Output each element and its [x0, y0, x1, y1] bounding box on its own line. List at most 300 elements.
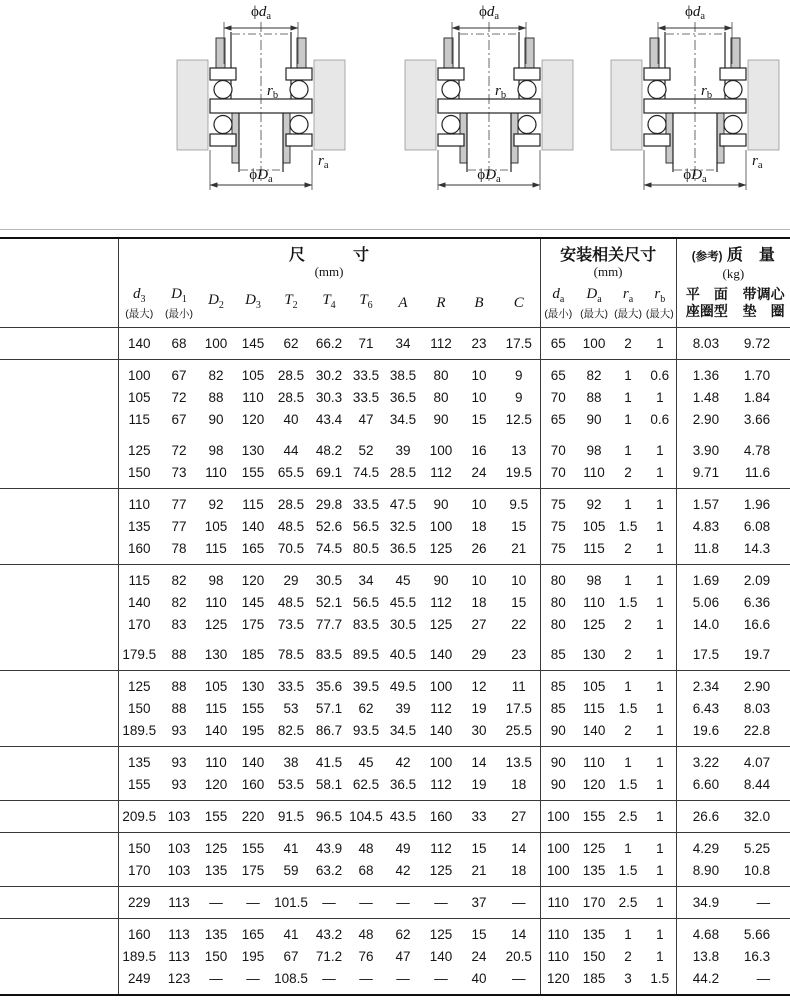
- value-cell: —: [434, 895, 448, 910]
- value-cell: 1: [644, 635, 676, 671]
- shaft-diameter-label: $\phi d_a$: [478, 4, 500, 22]
- table-row: [0, 387, 790, 409]
- value-cell: 4.68: [692, 927, 720, 942]
- value-cell: 125: [429, 616, 453, 632]
- value-cell: 73: [171, 464, 187, 480]
- value-cell: 29: [283, 572, 299, 588]
- value-cell: 3.90: [692, 442, 720, 458]
- designation-cell-blank: [0, 946, 118, 968]
- value-cell: 48: [358, 841, 374, 856]
- value-cell: 71: [358, 336, 374, 351]
- value-cell: 13.8: [692, 949, 720, 964]
- value-cell: 93: [171, 755, 187, 770]
- value-cell: 13.5: [498, 747, 540, 774]
- value-cell: 2: [624, 464, 632, 480]
- value-cell: 1: [644, 946, 676, 968]
- value-cell: 65: [550, 368, 566, 383]
- value-cell: 100: [127, 368, 151, 383]
- column-header: 带调心 垫 圈: [742, 286, 785, 319]
- value-cell: 52.1: [315, 594, 343, 610]
- value-cell: 140: [241, 755, 265, 770]
- column-header: $d_3$ (最大): [125, 286, 154, 320]
- column-header: $D_3$: [245, 292, 261, 311]
- row-group: [0, 328, 790, 360]
- designation-cell-blank: [0, 801, 118, 833]
- value-cell: 165: [241, 927, 265, 942]
- value-cell: 10: [471, 496, 487, 512]
- value-cell: 41: [283, 841, 299, 856]
- value-cell: —: [756, 895, 771, 910]
- table-row: [0, 488, 790, 515]
- value-cell: 8.03: [692, 336, 720, 351]
- value-cell: 98: [586, 442, 602, 458]
- rb-fillet-label: $r_b$: [267, 83, 279, 101]
- value-cell: 175: [241, 863, 265, 878]
- value-cell: 74.5: [315, 540, 343, 556]
- value-cell: 35.6: [315, 679, 343, 694]
- value-cell: 80: [550, 572, 566, 588]
- value-cell: 2: [624, 647, 632, 662]
- value-cell: 38: [283, 755, 299, 770]
- value-cell: 108.5: [274, 971, 308, 986]
- value-cell: 93.5: [352, 723, 380, 738]
- value-cell: 70: [550, 464, 566, 480]
- value-cell: 140: [127, 336, 151, 351]
- value-cell: 12: [471, 679, 487, 694]
- value-cell: 14: [471, 755, 487, 770]
- value-cell: 4.07: [743, 755, 771, 770]
- value-cell: 185: [241, 647, 265, 662]
- row-group: [0, 747, 790, 801]
- value-cell: 165: [241, 540, 265, 556]
- value-cell: 135: [582, 927, 606, 942]
- value-cell: 19: [471, 701, 487, 716]
- value-cell: 4.78: [743, 442, 771, 458]
- value-cell: 15: [498, 515, 540, 537]
- value-cell: 34.5: [389, 723, 417, 738]
- value-cell: 189.5: [122, 723, 157, 738]
- value-cell: 62: [395, 927, 411, 942]
- value-cell: 82: [171, 572, 187, 588]
- value-cell: 140: [429, 949, 453, 964]
- value-cell: 90: [433, 412, 449, 427]
- value-cell: 74.5: [352, 464, 380, 480]
- value-cell: 6.43: [692, 701, 720, 716]
- value-cell: 90: [433, 496, 449, 512]
- designation-cell-blank: [0, 698, 118, 720]
- value-cell: 125: [127, 679, 151, 694]
- mounting-group-header: [540, 238, 676, 283]
- value-cell: 80: [433, 390, 449, 405]
- table-row: [0, 919, 790, 946]
- value-cell: 86.7: [315, 723, 343, 738]
- table-row: [0, 698, 790, 720]
- table-row: [0, 591, 790, 613]
- column-header: $D_2$: [208, 292, 224, 311]
- value-cell: 90: [208, 412, 224, 427]
- value-cell: 36.5: [389, 777, 417, 792]
- value-cell: 135: [582, 863, 606, 878]
- value-cell: 78.5: [277, 647, 305, 662]
- value-cell: 14.3: [743, 540, 771, 556]
- value-cell: 45: [395, 572, 411, 588]
- value-cell: 24: [471, 464, 487, 480]
- bearing-cross-section-diagram: [400, 2, 578, 204]
- table-row: [0, 537, 790, 564]
- divider-rule: [0, 229, 790, 230]
- value-cell: 19.5: [498, 461, 540, 488]
- value-cell: 0.6: [644, 360, 676, 387]
- value-cell: 93: [171, 777, 187, 792]
- column-header: $D_a$ (最大): [580, 286, 609, 320]
- value-cell: 28.5: [277, 368, 305, 383]
- value-cell: 82: [586, 368, 602, 383]
- value-cell: 125: [429, 540, 453, 556]
- value-cell: 110: [205, 755, 227, 770]
- value-cell: 89.5: [352, 647, 380, 662]
- value-cell: 21: [471, 863, 487, 878]
- value-cell: 85: [550, 679, 566, 694]
- value-cell: 32.0: [743, 809, 771, 824]
- housing-diameter-label: $\phi D_a$: [683, 167, 707, 185]
- value-cell: 105: [204, 518, 228, 534]
- value-cell: 2: [624, 949, 632, 964]
- value-cell: 1: [624, 368, 632, 383]
- value-cell: 77: [171, 496, 187, 512]
- value-cell: 59: [283, 863, 299, 878]
- value-cell: 100: [429, 679, 453, 694]
- value-cell: 13: [498, 431, 540, 462]
- value-cell: 2.5: [618, 895, 638, 910]
- table-row: [0, 801, 790, 833]
- value-cell: 1: [644, 801, 676, 833]
- value-cell: 113: [168, 949, 190, 964]
- bearing-cross-section-diagram: [172, 2, 350, 204]
- value-cell: 100: [429, 755, 453, 770]
- shaft-diameter-label: $\phi d_a$: [250, 4, 272, 22]
- value-cell: 150: [204, 949, 228, 964]
- value-cell: 6.60: [692, 777, 720, 792]
- value-cell: 125: [429, 927, 453, 942]
- value-cell: 27: [471, 616, 487, 632]
- value-cell: 110: [547, 927, 570, 942]
- table-row: [0, 613, 790, 635]
- table-row: [0, 774, 790, 801]
- value-cell: —: [498, 887, 540, 919]
- value-cell: 110: [547, 949, 570, 964]
- designation-cell-blank: [0, 515, 118, 537]
- value-cell: 26.6: [692, 809, 720, 824]
- value-cell: 3.22: [692, 755, 720, 770]
- value-cell: 155: [582, 809, 606, 824]
- value-cell: 1: [624, 442, 632, 458]
- value-cell: 2: [624, 723, 632, 738]
- row-group: [0, 360, 790, 489]
- value-cell: 160: [127, 927, 151, 942]
- value-cell: 1: [644, 328, 676, 360]
- value-cell: 10: [471, 368, 487, 383]
- value-cell: 88: [171, 701, 187, 716]
- value-cell: 49.5: [389, 679, 417, 694]
- value-cell: 1.48: [692, 390, 720, 405]
- value-cell: 112: [430, 336, 452, 351]
- value-cell: 48: [358, 927, 374, 942]
- value-cell: 70: [550, 390, 566, 405]
- table-row: [0, 946, 790, 968]
- value-cell: 1: [624, 572, 632, 588]
- value-cell: 25.5: [498, 720, 540, 747]
- value-cell: 53: [283, 701, 299, 716]
- value-cell: 70: [550, 442, 566, 458]
- value-cell: 82: [208, 368, 224, 383]
- value-cell: 1.84: [743, 390, 771, 405]
- value-cell: 68: [358, 863, 374, 878]
- value-cell: 48.2: [315, 442, 343, 458]
- mounting-group-unit: (mm): [593, 264, 623, 279]
- value-cell: 15: [498, 591, 540, 613]
- value-cell: 125: [127, 442, 151, 458]
- designation-cell-blank: [0, 635, 118, 671]
- designation-cell-blank: [0, 860, 118, 887]
- value-cell: 71.2: [315, 949, 343, 964]
- value-cell: 40.5: [389, 647, 417, 662]
- value-cell: 18: [498, 774, 540, 801]
- housing-diameter-label: $\phi D_a$: [477, 167, 501, 185]
- value-cell: 32.5: [389, 518, 417, 534]
- value-cell: —: [359, 895, 373, 910]
- column-header: $r_b$ (最大): [644, 283, 676, 328]
- value-cell: 1.5: [618, 594, 638, 610]
- table-row: [0, 461, 790, 488]
- value-cell: 16.6: [743, 616, 771, 632]
- value-cell: 23: [498, 635, 540, 671]
- column-header: A: [398, 295, 408, 311]
- value-cell: 70.5: [277, 540, 305, 556]
- value-cell: 27: [498, 801, 540, 833]
- value-cell: 83: [171, 616, 187, 632]
- value-cell: 12.5: [498, 409, 540, 431]
- value-cell: 15: [471, 412, 487, 427]
- value-cell: 17.5: [498, 328, 540, 360]
- value-cell: 72: [171, 390, 187, 405]
- value-cell: 28.5: [277, 390, 305, 405]
- designation-cell-blank: [0, 409, 118, 431]
- value-cell: 140: [204, 723, 228, 738]
- column-header: C: [498, 283, 540, 328]
- value-cell: 179.5: [122, 647, 157, 662]
- value-cell: 100: [429, 442, 453, 458]
- value-cell: 100: [429, 518, 453, 534]
- designation-cell-blank: [0, 564, 118, 591]
- designation-column-blank: [0, 238, 118, 328]
- row-group: [0, 488, 790, 564]
- value-cell: 145: [241, 336, 265, 351]
- table-row: [0, 747, 790, 774]
- column-header: B: [474, 295, 484, 311]
- value-cell: 34.9: [692, 895, 720, 910]
- value-cell: 2.09: [743, 572, 771, 588]
- value-cell: 110: [583, 464, 605, 480]
- value-cell: 1: [644, 833, 676, 860]
- value-cell: 16.3: [743, 949, 771, 964]
- designation-cell-blank: [0, 328, 118, 360]
- table-row: [0, 833, 790, 860]
- value-cell: 43.9: [315, 841, 343, 856]
- mass-group-header: [676, 238, 790, 283]
- value-cell: 1: [644, 461, 676, 488]
- value-cell: 83.5: [352, 616, 380, 632]
- value-cell: 10: [471, 572, 487, 588]
- value-cell: 110: [128, 496, 151, 512]
- value-cell: 1: [644, 774, 676, 801]
- value-cell: 62: [283, 336, 299, 351]
- value-cell: 1: [624, 927, 632, 942]
- value-cell: —: [498, 968, 540, 996]
- value-cell: 47.5: [389, 496, 417, 512]
- value-cell: 103: [167, 809, 191, 824]
- value-cell: 48.5: [277, 518, 305, 534]
- value-cell: 33.5: [352, 390, 380, 405]
- dimensions-group-header: [118, 238, 540, 283]
- value-cell: 83.5: [315, 647, 343, 662]
- value-cell: 63.2: [315, 863, 343, 878]
- rb-fillet-label: $r_b$: [495, 83, 507, 101]
- column-header: 平 面 座圈型: [685, 286, 728, 319]
- dimensions-group-title: 尺 寸: [289, 247, 370, 264]
- value-cell: 1: [644, 564, 676, 591]
- value-cell: 67: [171, 368, 187, 383]
- value-cell: 110: [547, 895, 570, 910]
- value-cell: 209.5: [122, 809, 157, 824]
- value-cell: 112: [430, 777, 452, 792]
- value-cell: 80: [433, 368, 449, 383]
- value-cell: 1: [644, 887, 676, 919]
- value-cell: —: [396, 895, 410, 910]
- value-cell: 125: [204, 616, 228, 632]
- value-cell: 75: [550, 518, 566, 534]
- value-cell: 1: [644, 515, 676, 537]
- value-cell: 11.6: [744, 464, 771, 480]
- designation-cell-blank: [0, 537, 118, 564]
- value-cell: 40: [471, 971, 487, 986]
- value-cell: 220: [241, 809, 265, 824]
- value-cell: 92: [208, 496, 224, 512]
- value-cell: 30: [471, 723, 487, 738]
- value-cell: 75: [550, 496, 566, 512]
- value-cell: 90: [550, 755, 566, 770]
- value-cell: 2.90: [743, 679, 771, 694]
- value-cell: 67: [283, 949, 299, 964]
- value-cell: 160: [241, 777, 265, 792]
- value-cell: 130: [582, 647, 606, 662]
- value-cell: 30.3: [315, 390, 343, 405]
- value-cell: 1.70: [743, 368, 771, 383]
- value-cell: 17.5: [498, 698, 540, 720]
- value-cell: 140: [429, 647, 453, 662]
- value-cell: 98: [208, 572, 224, 588]
- value-cell: 82.5: [277, 723, 305, 738]
- value-cell: 88: [208, 390, 224, 405]
- value-cell: 1: [644, 747, 676, 774]
- value-cell: 88: [171, 679, 187, 694]
- value-cell: 67: [171, 412, 187, 427]
- value-cell: 47: [395, 949, 411, 964]
- value-cell: 130: [241, 442, 265, 458]
- value-cell: 115: [205, 540, 227, 556]
- value-cell: 1: [624, 679, 632, 694]
- value-cell: 140: [127, 594, 151, 610]
- value-cell: 115: [128, 412, 151, 427]
- value-cell: 8.03: [743, 701, 771, 716]
- value-cell: 8.90: [692, 863, 720, 878]
- value-cell: 120: [547, 971, 570, 986]
- value-cell: 39.5: [352, 679, 380, 694]
- ra-fillet-label: $r_a$: [318, 153, 329, 171]
- value-cell: 113: [168, 927, 190, 942]
- value-cell: 1.5: [618, 701, 638, 716]
- value-cell: 56.5: [352, 594, 380, 610]
- column-header: $d_a$ (最小): [544, 286, 573, 320]
- value-cell: 85: [550, 647, 566, 662]
- column-symbol-row: [0, 283, 790, 328]
- table-row: [0, 720, 790, 747]
- value-cell: 150: [582, 949, 606, 964]
- value-cell: 82: [171, 594, 187, 610]
- value-cell: 5.66: [743, 927, 771, 942]
- value-cell: 1: [644, 613, 676, 635]
- value-cell: 1: [624, 390, 632, 405]
- value-cell: 48.5: [277, 594, 305, 610]
- value-cell: 110: [205, 594, 227, 610]
- value-cell: 30.5: [389, 616, 417, 632]
- value-cell: —: [209, 971, 223, 986]
- value-cell: 195: [241, 949, 265, 964]
- designation-cell-blank: [0, 833, 118, 860]
- value-cell: 0.6: [644, 409, 676, 431]
- value-cell: 69.1: [315, 464, 343, 480]
- value-cell: 62: [358, 701, 374, 716]
- value-cell: 150: [127, 701, 151, 716]
- value-cell: 120: [241, 572, 265, 588]
- value-cell: 1: [644, 387, 676, 409]
- value-cell: 1.5: [644, 968, 676, 996]
- value-cell: 2: [624, 540, 632, 556]
- value-cell: 73.5: [277, 616, 305, 632]
- value-cell: 150: [127, 841, 151, 856]
- value-cell: 11.8: [693, 540, 720, 556]
- value-cell: 30.5: [315, 572, 343, 588]
- value-cell: 185: [582, 971, 606, 986]
- value-cell: 29.8: [315, 496, 343, 512]
- value-cell: 26: [471, 540, 487, 556]
- value-cell: 85: [550, 701, 566, 716]
- value-cell: —: [359, 971, 373, 986]
- value-cell: —: [209, 895, 223, 910]
- value-cell: 130: [241, 679, 265, 694]
- value-cell: 72: [171, 442, 187, 458]
- value-cell: 1.69: [692, 572, 720, 588]
- row-group: [0, 801, 790, 833]
- value-cell: 140: [582, 723, 606, 738]
- value-cell: 105: [582, 518, 606, 534]
- value-cell: 1.5: [618, 863, 638, 878]
- value-cell: 1: [644, 720, 676, 747]
- value-cell: 155: [241, 841, 265, 856]
- value-cell: 38.5: [389, 368, 417, 383]
- value-cell: 110: [583, 594, 605, 610]
- value-cell: 93: [171, 723, 187, 738]
- value-cell: 10: [471, 390, 487, 405]
